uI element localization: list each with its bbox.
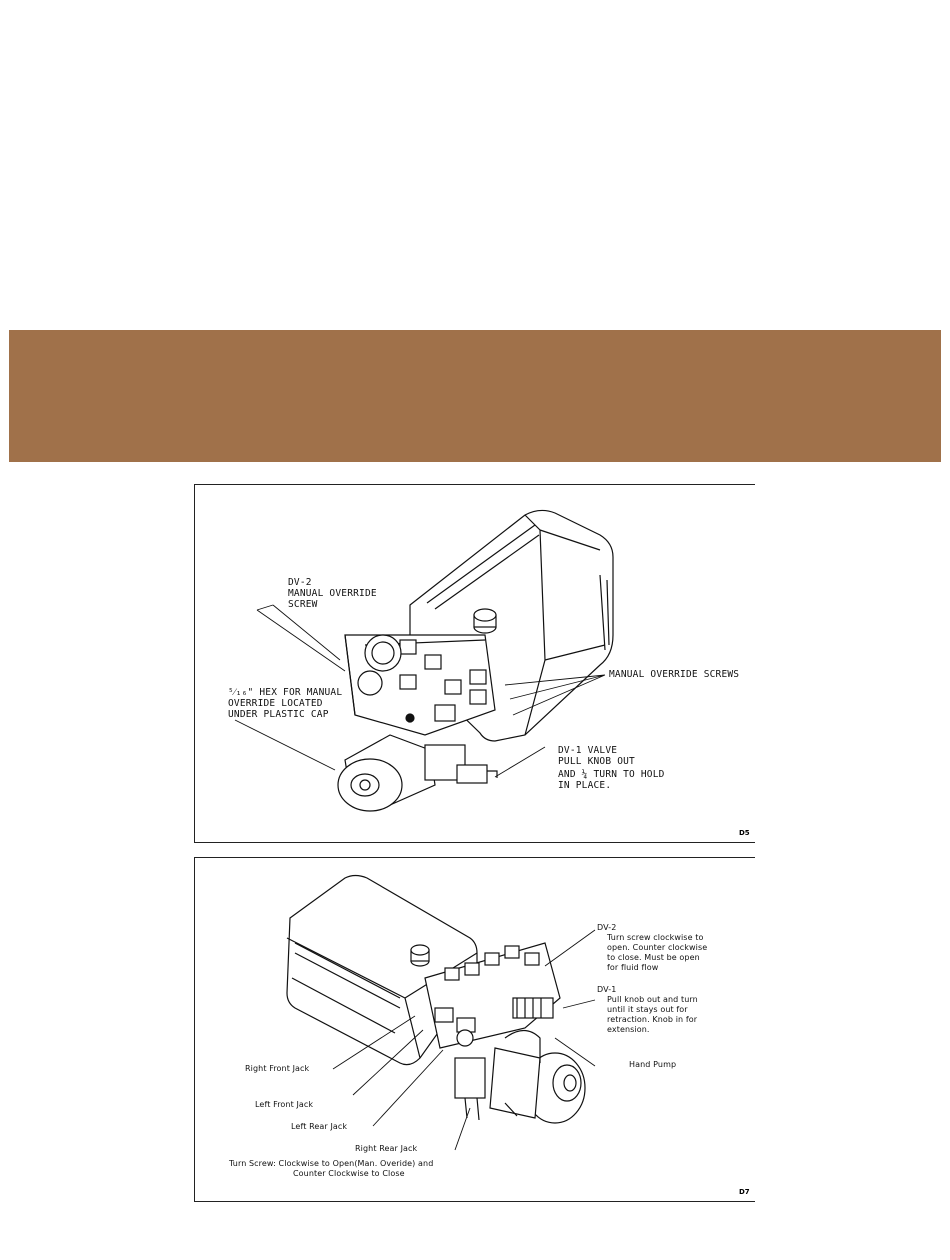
hex-line3: UNDER PLASTIC CAP [228,709,329,720]
hex-line2: OVERRIDE LOCATED [228,698,323,709]
dv1-title: DV-1 [597,985,617,994]
pump-motor [338,735,497,811]
dv2-line2: MANUAL OVERRIDE [288,588,377,599]
left-front-jack-label: Left Front Jack [255,1100,314,1109]
dv2-text4: for fluid flow [607,963,659,972]
dv1-text4: extension. [607,1025,650,1034]
hydraulic-unit-drawing [195,485,755,842]
figure-panel-d7 [194,857,755,1202]
right-front-jack-label: Right Front Jack [245,1064,310,1073]
dv2-text2: open. Counter clockwise [607,943,708,952]
dv2-title: DV-2 [597,923,617,932]
figure-code-d7: D7 [739,1188,750,1196]
dv2-label: DV-2 [288,577,312,588]
header-banner [9,330,941,462]
override-screws-label: MANUAL OVERRIDE SCREWS [609,669,740,680]
dv2-text3: to close. Must be open [607,953,700,962]
dv1-text1: Pull knob out and turn [607,995,698,1004]
figure-panel-d5 [194,484,755,843]
turn-screw-line1: Turn Screw: Clockwise to Open(Man. Overide) and [229,1159,434,1168]
dv1-line1: DV-1 VALVE [558,745,618,756]
hydraulic-unit-drawing-rear [195,858,755,1201]
hand-pump-label: Hand Pump [629,1060,677,1069]
dv2-text1: Turn screw clockwise to [607,933,704,942]
left-rear-jack-label: Left Rear Jack [291,1122,348,1131]
dv1-line4: IN PLACE. [558,780,612,791]
dv2-line3: SCREW [288,599,318,610]
fill-cap [474,609,496,633]
hex-line1: ⁵⁄₁₆" HEX FOR MANUAL [228,687,343,698]
dv1-line3: AND ¼ TURN TO HOLD [558,769,665,780]
turn-screw-line2: Counter Clockwise to Close [293,1169,405,1178]
right-rear-jack-label: Right Rear Jack [355,1144,418,1153]
fill-cap [411,945,429,966]
dv1-line2: PULL KNOB OUT [558,756,635,767]
dv1-text3: retraction. Knob in for [607,1015,698,1024]
hand-pump [490,1031,585,1124]
figure-code-d5: D5 [739,829,750,837]
dv1-text2: until it stays out for [607,1005,688,1014]
